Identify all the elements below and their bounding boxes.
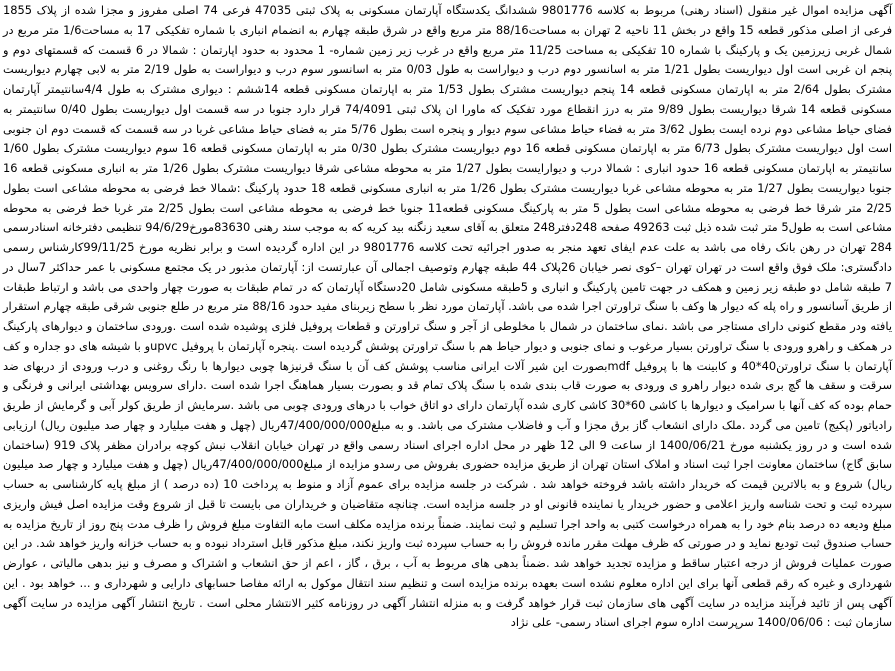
auction-notice-text: آگهی مزایده اموال غیر منقول (اسناد رهنی) مربوط به کلاسه 9801776 ششدانگ یکدستگاه آپارتمان مسکونی به پلاک ثبتی 47035 فرعی 74 اصلی مفروز و مجزا شده از پلاک 1855 فرعی از اصلی مذکور قطعه 15 واقع در بخش 11 ناحیه 2 تهران به مساحت88/16 متر مربع واقع در شرق طبقه چهارم به انضمام انباری با شماره تفکیکی 17 به مساحت1/6 متر مربع در شمال غربی زیرزمین یک و پارکینگ با شماره 10 تفکیکی به مساحت 11/25 متر مربع واقع در غرب زیر زمین شماره- 1 محدود به حدود اپارتمان : شمالا در 6 قسمت که قسمتهای دوم و پنجم ان غربی است اول دیواریست بطول 1/21 متر به اسانسور دوم درب و دیواراست به طول 0/03 متر به اسانسور سوم درب و دیواراست به طول 2/19 متر به لابی چهارم دیواریست مشترک بطول 2/64 متر به اپارتمان مسکونی قطعه 14 پنجم دیواریست مشترک بطول 1/53 متر به اپارتمان مسکونی قطعه 14ششم : دیواری مشترک به طول 4/4سانتیمتر آپارتمان مسکونی قطعه 14 شرقا دیواریست بطول 9/89 متر به درز انقطاع مورد تفکیک که ماورا ان پلاک ثبتی 74/4091 قرار دارد جنوبا در سه قسمت اول دیواریست بطول 0/40 سانتیمتر به فضای حیاط مشاعی دوم نرده ایست بطول 3/62 متر به فضاء حیاط مشاعی سوم دیوار و پنجره است بطول 5/76 متر به فضای حیاط مشاعی غربا در سه قسمت که قسمت دوم ان جنوبی است اول دیواریست مشترک بطول 6/73 متر به اپارتمان مسکونی قطعه 16 دوم دیواریست مشترک بطول 0/30 متر به اپارتمان مسکونی قطعه 16 سوم دیواریست مشترک بطول 1/60 سانتیمتر به اپارتمان مسکونی قطعه 16 حدود انباری : شمالا درب و دیوارایست بطول 1/27 متر به محوطه مشاعی شرقا دیواریست مشترک بطول 1/26 متر به انباری مسکونی قطعه 16 جنوبا دیواریست بطول 1/27 متر به محوطه مشاعی غربا دیواریست مشترک بطول 1/26 متر به انباری مسکونی قطعه 18 حدود پارکینگ :شمالا خط فرضی به محوطه مشاعی است بطول 2/25 متر شرقا خط فرضی به محوطه مشاعی است بطول 5 متر به پارکینگ مسکونی قطعه11 جنوبا خط فرضی به محوطه مشاعی است بطول 2/25 متر غربا خط فرضی به محوطه مشاعی است به طول5 متر ثبت شده ذیل ثبت 49263 صفحه 248دفتر248 متعلق به آقای سعید زنگنه بید کریه که به موجب سند رهنی 83630مورخ94/6/29 تنظیمی دفترخانه اسنادرسمی 284 تهران در رهن بانک رفاه می باشد به علت عدم ایفای تعهد منجر به صدور اجرائیه تحت کلاسه 9801776 در این اداره گردیده است و برابر نظریه مورخ 99/11/25کارشناس رسمی دادگستری: ملک فوق واقع است در تهران تهران –کوی نصر خیابان 26پلاک 44 طبقه چهارم وتوصیف اجمالی آن عبارتست از: آپارتمان مذبور در یک مجتمع مسکونی با عمر حداکثر 7سال در 7 طبقه شامل دو طبقه زیر زمین و همکف در جهت تامین پارکینگ و انباری و 5طبقه مسکونی شامل 20دستگاه آپارتمان که در تمام طبقات به صورت چهار واحدی می باشد و ارتباط طبقات از طریق آسانسور و راه پله که دیوار ها وکف با سنگ تراورتن اجرا شده می باشد. آپارتمان مورد نظر با سطح زیربنای مفید حدود 88/16 متر مربع در طلع جنوبی شرقی طبقه چهارم استقرار یافته ودر مقطع کنونی دارای مستاجر می باشد .نمای ساختمان در شمال با مخلوطی از آجر و سنگ تراورتن و قطعات پروفیل فلزی پوشیده شده است .ورودی ساختمان و دیوارهای پارکینگ در همکف و راهرو ورودی با سنگ تراورتن بسیار مرغوب و نمای جنوبی و دیوار حیاط هم با سنگ تراورتن پوشش گردیده است .پنجره آپارتمان با پروفیل upvcو با شیشه های دو جداره و کف آپارتمان با سنگ تراورتن40*40 و کابینت ها با پروفیل mdfبصورت این شیر آلات ایرانی مناسب پوشش کف آن با سنگ قرنیزها چوبی دیوارها با رنگ روغنی و درب ورودی از دربهای ضد سرقت و سقف ها گچ بری شده دیوار راهرو ی ورودی به صورت قاب بندی شده با سنگ پلاک تمام قد و بصورت بسیار هماهنگ اجرا شده است .دارای سرویس بهداشتی ایرانی و فرنگی و حمام بوده که کف آنها با سرامیک و دیوارها با کاشی 60*30 کاشی کاری شده آپارتمان دارای دو اتاق خواب با درهای ورودی چوبی می باشد .سرمایش از طریق کولر آبی و گرمایش از طریق رادیاتور (پکیج) تامین می گردد .ملک دارای انشعاب گاز برق مجزا و آب و فاضلاب مشترک می باشد. و به مبلغ47/400/000/000ریال (چهل و هفت میلیارد و چهار صد میلیون ریال) ارزیابی شده است و در روز یکشنبه مورخ 1400/06/21 از ساعت 9 الی 12 ظهر در محل اداره اجرای اسناد رسمی واقع در تهران خیابان انقلاب نبش کوچه برادران مظفر پلاک 919 (ساختمان سابق گاج) ساختمان معاونت اجرا ثبت اسناد و املاک استان تهران از طریق مزایده حضوری بفروش می رسدو مزایده از مبلغ47/400/000/000ریال (چهل و هفت میلیارد و چهار صد میلیون ریال) شروع و به بالاترین قیمت که خریدار داشته باشد فروخته خواهد شد . شرکت در جلسه مزایده برای عموم آزاد و منوط به پرداخت 10 (ده درصد ) از مبلغ پایه کارشناسی به حساب سپرده ثبت و تحت شناسه واریز اعلامی و حضور خریدار یا نماینده قانونی او در جلسه مزایده است. چنانچه متقاضیان و خریداران می بایست تا قبل از شروع وقت مزایده اصل فیش واریزی مبلغ ودیعه ده درصد بنام خود را به همراه درخواست کتبی به واحد اجرا تسلیم و ثبت نمایند. ضمناً برنده مزایده مکلف است مابه التفاوت مبلغ فروش را ظرف مدت پنج روز از تاریخ مزایده به حساب صندوق ثبت تودیع نماید و در صورتی که ظرف مهلت مقرر مانده فروش را به حساب سپرده ثبت واریز نکند، مبلغ مذکور قابل استرداد نبوده و به حساب خزانه واریز خواهد شد. در این صورت عملیات فروش از درجه اعتبار ساقط و مزایده تجدید خواهد شد .ضمناً بدهی های مربوط به آب ، برق ، گاز ، اعم از حق انشعاب و اشتراک و مصرف و نیز بدهی مالیاتی ، عوارض شهرداری و غیره که رقم قطعی آنها برای این اداره معلوم نشده است بعهده برنده مزایده است و تنظیم سند انتقال موکول به ارائه مفاصا حسابهای دارایی و شهرداری و ... خواهد بود . این آگهی پس از تائید فرآیند مزایده در سایت آگهی های سازمان ثبت قرار خواهد گرفت و به منزله انتشار آگهی در روزنامه کثیر الانتشار محلی است . تاریخ انتشار آگهی مزایده در سایت آگهی سازمان ثبت : 1400/06/06 سرپرست اداره سوم اجرای اسناد رسمی- علی نژاد [3, 3, 893, 630]
auction-notice-document [3, 1, 892, 670]
